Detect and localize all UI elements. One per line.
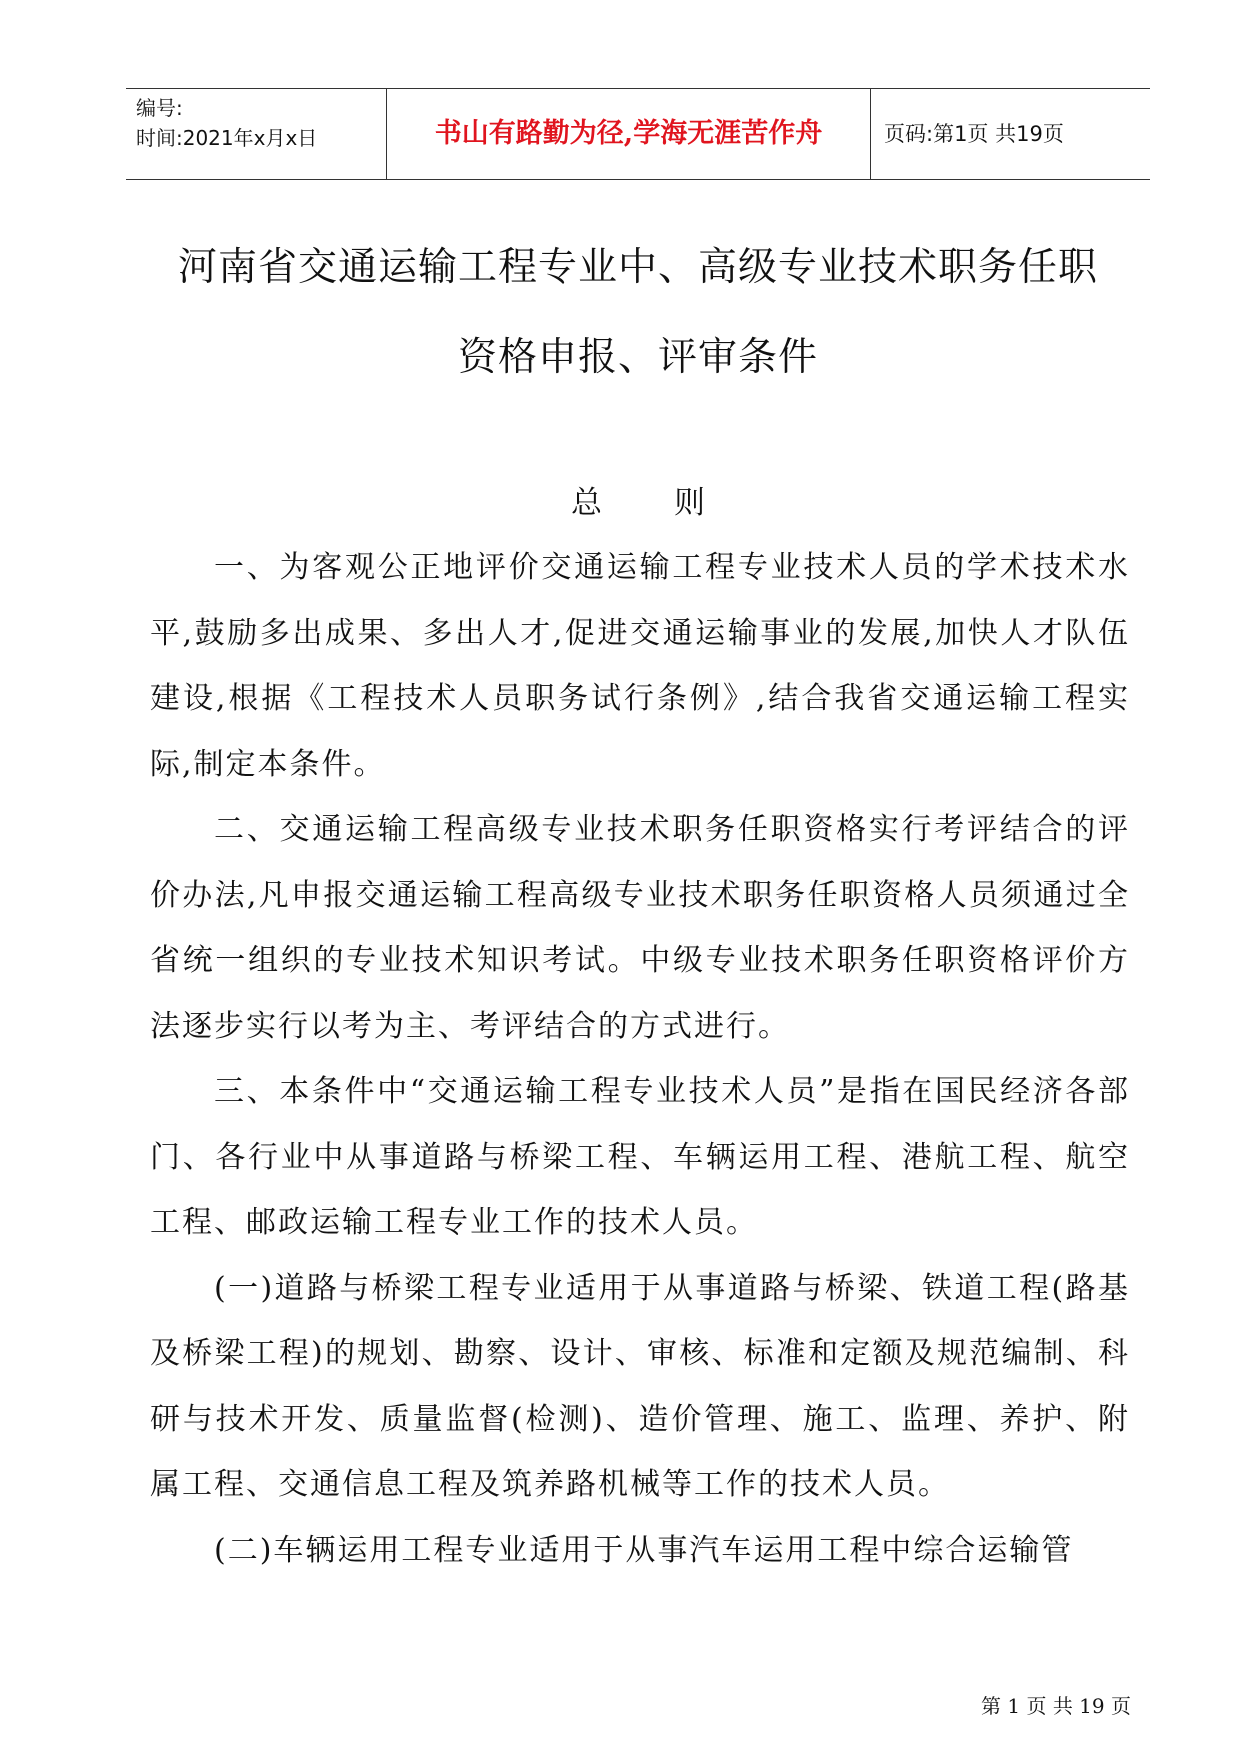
section-heading: 总则 [571,485,777,521]
document-title-line-1: 河南省交通运输工程专业中、高级专业技术职务任职 [177,245,1098,290]
document-body [150,535,1130,1583]
header-divider [870,89,871,179]
paragraph: 三、本条件中“交通运输工程专业技术人员”是指在国民经济各部门、各行业中从事道路与桥梁工程、车辆运用工程、港航工程、航空工程、邮政运输工程专业工作的技术人员。 [150,1074,1130,1240]
document-time: 时间:2021年x月x日 [136,126,318,150]
document-title-line-2: 资格申报、评审条件 [457,335,818,380]
page-footer: 第 1 页 共 19 页 [981,1694,1131,1718]
header-page-info: 页码:第1页 共19页 [884,122,1064,146]
paragraph: 二、交通运输工程高级专业技术职务任职资格实行考评结合的评价办法,凡申报交通运输工程高级专业技术职务任职资格人员须通过全省统一组织的专业技术知识考试。中级专业技术职务任职资格评价方法逐步实行以考为主、考评结合的方式进行。 [150,812,1130,1044]
header-motto: 书山有路勤为径,学海无涯苦作舟 [434,118,823,149]
paragraph: (一)道路与桥梁工程专业适用于从事道路与桥梁、铁道工程(路基及桥梁工程)的规划、勘察、设计、审核、标准和定额及规范编制、科研与技术开发、质量监督(检测)、造价管理、施工、监理、养护、附属工程、交通信息工程及筑养路机械等工作的技术人员。 [150,1270,1130,1502]
document-number: 编号: [136,96,183,120]
paragraph: (二)车辆运用工程专业适用于从事汽车运用工程中综合运输管 [214,1532,1074,1568]
paragraph: 一、为客观公正地评价交通运输工程专业技术人员的学术技术水平,鼓励多出成果、多出人才,促进交通运输事业的发展,加快人才队伍建设,根据《工程技术人员职务试行条例》,结合我省交通运输工程实际,制定本条件。 [150,550,1130,782]
header-table [126,88,1150,180]
